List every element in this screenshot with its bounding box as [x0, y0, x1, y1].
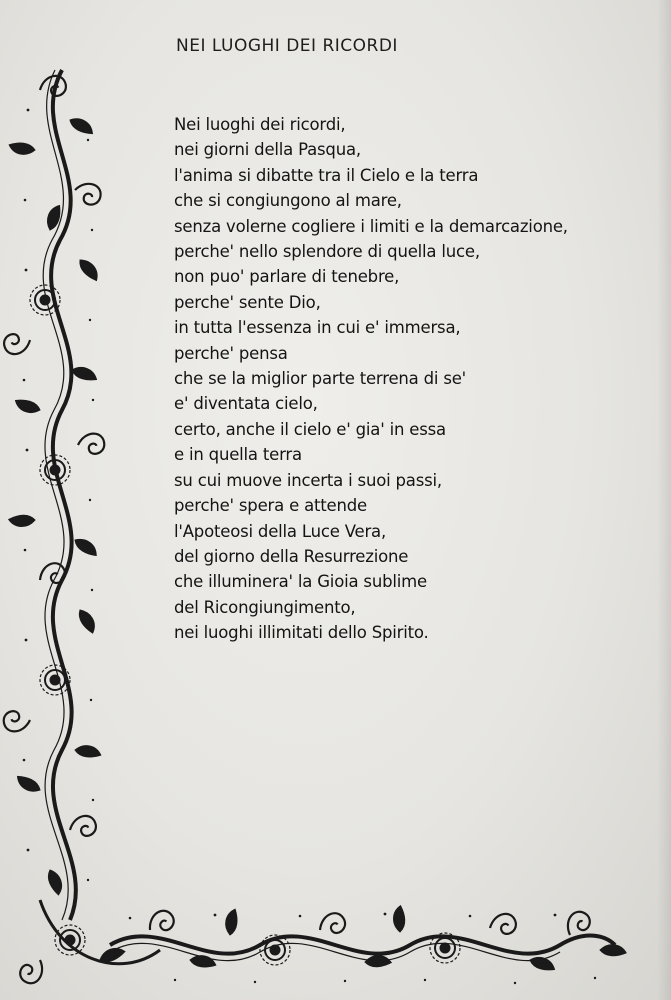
poem-line: che illuminera' la Gioia sublime [174, 572, 427, 592]
poem-line: che se la miglior parte terrena di se' [174, 369, 467, 389]
poem-line: del Ricongiungimento, [174, 597, 356, 617]
poem-line: l'anima si dibatte tra il Cielo e la terra [174, 165, 479, 185]
poem-line: su cui muove incerta i suoi passi, [174, 470, 442, 490]
poem-line: perche' sente Dio, [174, 292, 321, 312]
poem-line: certo, anche il cielo e' gia' in essa [174, 419, 446, 439]
poem-line: perche' nello splendore di quella luce, [174, 242, 480, 262]
poem-line: l'Apoteosi della Luce Vera, [174, 521, 386, 541]
bottom-border-vine [110, 905, 627, 984]
poem-body [174, 112, 568, 646]
poem-line: in tutta l'essenza in cui e' immersa, [174, 318, 461, 338]
poem-line: Nei luoghi dei ricordi, [174, 115, 346, 134]
poem-line: perche' pensa [174, 343, 288, 363]
poem-line: nei luoghi illimitati dello Spirito. [174, 623, 429, 643]
poem-line: che si congiungono al mare, [174, 191, 402, 211]
left-border-vine [1, 70, 105, 920]
poem-line: perche' spera e attende [174, 496, 367, 516]
poem-line: senza volerne cogliere i limiti e la demarcazione, [174, 216, 568, 236]
poem-line: nei giorni della Pasqua, [174, 140, 361, 160]
poem-title: NEI LUOGHI DEI RICORDI [176, 36, 398, 56]
poem-line: del giorno della Resurrezione [174, 546, 409, 566]
poem-line: e in quella terra [174, 445, 302, 465]
poem-line: non puo' parlare di tenebre, [174, 267, 400, 287]
poem-line: e' diventata cielo, [174, 394, 318, 414]
